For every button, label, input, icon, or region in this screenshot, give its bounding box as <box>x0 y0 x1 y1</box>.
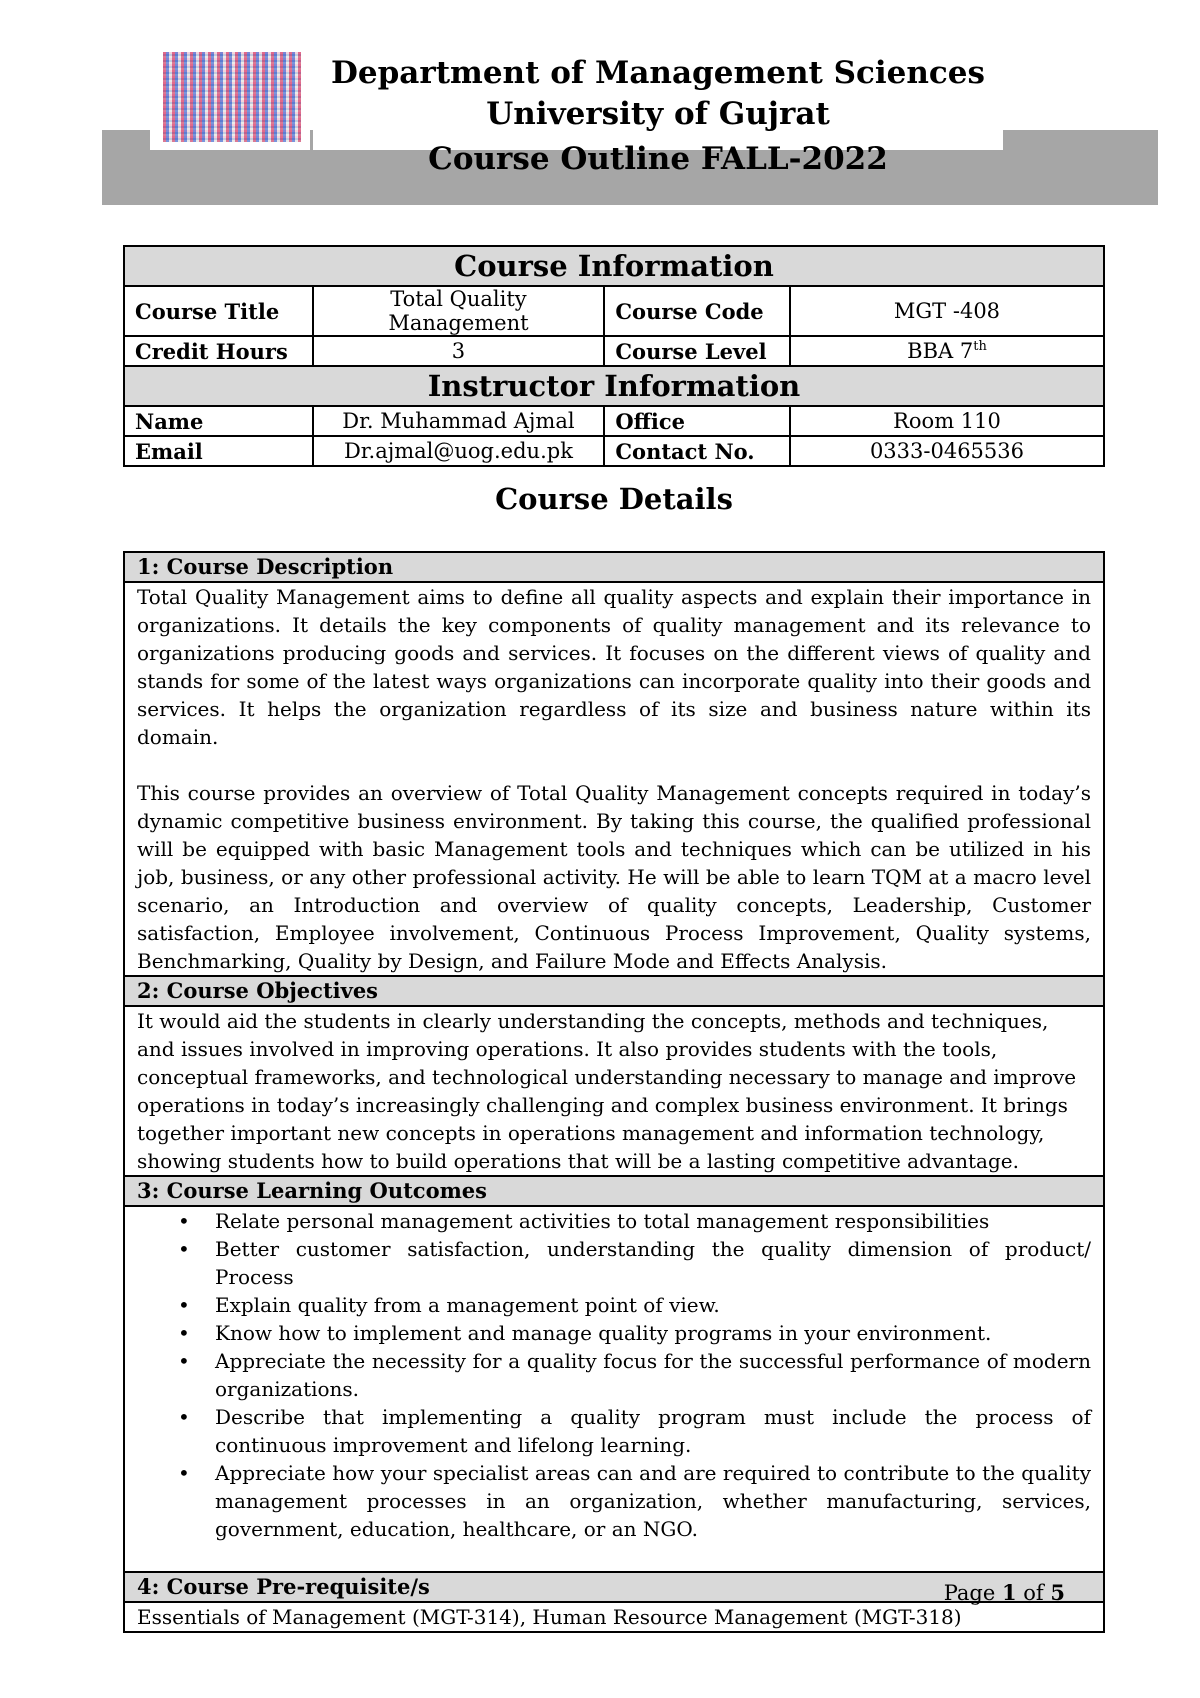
learning-outcomes-heading: 3: Course Learning Outcomes <box>124 1176 1104 1206</box>
list-item: • Appreciate how your specialist areas can and are required to contribute to the quality management processes in an organization, whether manufacturing, services, government, education, healthcare, or an NGO. <box>215 1459 1091 1543</box>
course-title-label: Course Title <box>124 286 313 336</box>
page-total: 5 <box>1050 1580 1065 1605</box>
section-body-row <box>124 1006 1104 1176</box>
course-info-heading: Course Information <box>124 246 1104 286</box>
course-title-value: Total Quality Management <box>313 286 605 336</box>
course-level-cell <box>790 336 1104 366</box>
page-current: 1 <box>1001 1580 1017 1605</box>
course-description-body <box>124 582 1104 976</box>
list-item: • Appreciate the necessity for a quality focus for the successful performance of modern organizations. <box>215 1347 1091 1403</box>
instructor-info-heading: Instructor Information <box>124 366 1104 406</box>
course-code-label: Course Code <box>604 286 790 336</box>
university-logo-image <box>163 52 301 142</box>
prerequisites-heading: 4: Course Pre-requisite/s <box>124 1572 1104 1602</box>
course-objectives-heading: 2: Course Objectives <box>124 976 1104 1006</box>
table-row <box>124 406 1104 436</box>
course-code-value: MGT -408 <box>790 286 1104 336</box>
course-details-title: Course Details <box>495 482 733 516</box>
course-info-header-row <box>124 246 1104 286</box>
section-header-row <box>124 1176 1104 1206</box>
email-label: Email <box>124 436 313 466</box>
list-item: • Know how to implement and manage quality programs in your environment. <box>215 1319 1091 1347</box>
page-number <box>900 1580 1065 1605</box>
table-row <box>124 336 1104 366</box>
section-body-row <box>124 1206 1104 1572</box>
credit-hours-label: Credit Hours <box>124 336 313 366</box>
course-objectives-body <box>124 1006 1104 1176</box>
section-header-row <box>124 976 1104 1006</box>
contact-value: 0333-0465536 <box>790 436 1104 466</box>
section-header-row <box>124 552 1104 582</box>
office-label: Office <box>604 406 790 436</box>
list-item: • Relate personal management activities to total management responsibilities <box>215 1207 1091 1235</box>
instructor-name-label: Name <box>124 406 313 436</box>
section-body-row <box>124 582 1104 976</box>
department-title: Department of Management Sciences <box>331 55 985 91</box>
description-paragraph: This course provides an overview of Total Quality Management concepts required in today’s dynamic competitive business environment. By taking this course, the qualified professional will be equipped with basic Management tools and techniques which can be utilized in his job, business, or any other professional activity. He will be able to learn TQM at a macro level scenario, an Introduction and overview of quality concepts, Leadership, Customer satisfaction, Employee involvement, Continuous Process Improvement, Quality systems, Benchmarking, Quality by Design, and Failure Mode and Effects Analysis. <box>137 781 1091 973</box>
table-row <box>124 286 1104 336</box>
course-details-table <box>123 551 1105 1633</box>
page-word: Page <box>943 1581 996 1605</box>
course-level-superscript: th <box>973 339 987 354</box>
description-paragraph: Total Quality Management aims to define all quality aspects and explain their importance in organizations. It details the key components of quality management and its relevance to organizations producing goods and services. It focuses on the different views of quality and stands for some of the latest ways organizations can incorporate quality into their goods and services. It helps the organization regardless of its size and business nature within its domain. <box>137 585 1091 749</box>
objectives-paragraph: It would aid the students in clearly understanding the concepts, methods and techniques, and issues involved in improving operations. It also provides students with the tools, conceptual frameworks, and technological understanding necessary to manage and improve operations in today’s increasingly challenging and complex business environment. It brings together important new concepts in operations management and information technology, showing students how to build operations that will be a lasting competitive advantage. <box>137 1009 1077 1173</box>
list-item: • Better customer satisfaction, understanding the quality dimension of product/ Process <box>215 1235 1091 1291</box>
learning-outcomes-body <box>124 1206 1104 1572</box>
course-level-value: BBA 7 <box>907 339 974 363</box>
credit-hours-value: 3 <box>313 336 605 366</box>
email-value: Dr.ajmal@uog.edu.pk <box>313 436 605 466</box>
table-row <box>124 436 1104 466</box>
office-value: Room 110 <box>790 406 1104 436</box>
course-outline-title: Course Outline FALL-2022 <box>428 141 888 177</box>
list-item: • Explain quality from a management point of view. <box>215 1291 1091 1319</box>
course-description-heading: 1: Course Description <box>124 552 1104 582</box>
learning-outcomes-list <box>137 1207 1091 1543</box>
university-title: University of Gujrat <box>486 96 830 132</box>
contact-label: Contact No. <box>604 436 790 466</box>
instructor-name-value: Dr. Muhammad Ajmal <box>313 406 605 436</box>
section-body-row <box>124 1602 1104 1632</box>
list-item: • Describe that implementing a quality program must include the process of continuous improvement and lifelong learning. <box>215 1403 1091 1459</box>
course-information-table <box>123 245 1105 467</box>
course-level-label: Course Level <box>604 336 790 366</box>
of-word: of <box>1023 1581 1044 1605</box>
instructor-info-header-row <box>124 366 1104 406</box>
prerequisites-body: Essentials of Management (MGT-314), Human Resource Management (MGT-318) <box>124 1602 1104 1632</box>
